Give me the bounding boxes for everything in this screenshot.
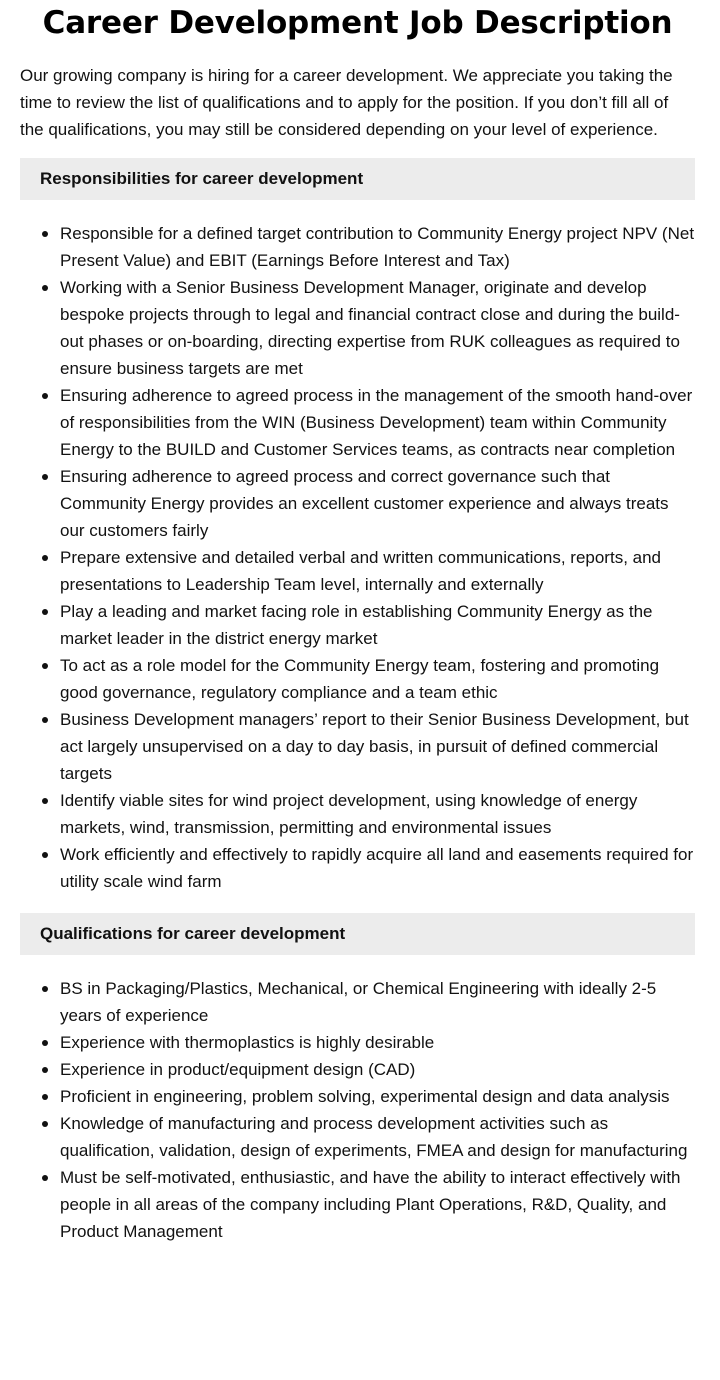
list-item: Work efficiently and effectively to rapidly acquire all land and easements required for utility scale wind farm bbox=[20, 841, 695, 895]
list-item: Ensuring adherence to agreed process and correct governance such that Community Energy provides an excellent customer experience and always treats our customers fairly bbox=[20, 463, 695, 544]
list-item: Ensuring adherence to agreed process in the management of the smooth hand-over of responsibilities from the WIN (Business Development) team within Community Energy to the BUILD and Customer Services teams, as contracts near completion bbox=[20, 382, 695, 463]
list-item: Knowledge of manufacturing and process development activities such as qualification, validation, design of experiments, FMEA and design for manufacturing bbox=[20, 1110, 695, 1164]
responsibilities-heading: Responsibilities for career development bbox=[20, 158, 695, 200]
list-item: Play a leading and market facing role in establishing Community Energy as the market leader in the district energy market bbox=[20, 598, 695, 652]
list-item: Must be self-motivated, enthusiastic, and have the ability to interact effectively with people in all areas of the company including Plant Operations, R&D, Quality, and Product Management bbox=[20, 1164, 695, 1245]
list-item: Prepare extensive and detailed verbal and written communications, reports, and presentations to Leadership Team level, internally and externally bbox=[20, 544, 695, 598]
list-item: To act as a role model for the Community Energy team, fostering and promoting good governance, regulatory compliance and a team ethic bbox=[20, 652, 695, 706]
responsibilities-list bbox=[20, 220, 695, 895]
qualifications-heading: Qualifications for career development bbox=[20, 913, 695, 955]
list-item: Business Development managers’ report to their Senior Business Development, but act largely unsupervised on a day to day basis, in pursuit of defined commercial targets bbox=[20, 706, 695, 787]
page-title: Career Development Job Description bbox=[42, 5, 673, 41]
list-item: Experience in product/equipment design (CAD) bbox=[20, 1056, 695, 1083]
list-item: Responsible for a defined target contribution to Community Energy project NPV (Net Present Value) and EBIT (Earnings Before Interest and Tax) bbox=[20, 220, 695, 274]
list-item: Working with a Senior Business Development Manager, originate and develop bespoke projects through to legal and financial contract close and during the build-out phases or on-boarding, directing expertise from RUK colleagues as required to ensure business targets are met bbox=[20, 274, 695, 382]
qualifications-list bbox=[20, 975, 695, 1245]
list-item: Proficient in engineering, problem solving, experimental design and data analysis bbox=[20, 1083, 695, 1110]
list-item: Experience with thermoplastics is highly desirable bbox=[20, 1029, 695, 1056]
list-item: Identify viable sites for wind project development, using knowledge of energy markets, wind, transmission, permitting and environmental issues bbox=[20, 787, 695, 841]
intro-paragraph: Our growing company is hiring for a career development. We appreciate you taking the time to review the list of qualifications and to apply for the position. If you don’t fill all of the qualifications, you may still be considered depending on your level of experience. bbox=[20, 66, 673, 139]
list-item: BS in Packaging/Plastics, Mechanical, or Chemical Engineering with ideally 2-5 years of experience bbox=[20, 975, 695, 1029]
